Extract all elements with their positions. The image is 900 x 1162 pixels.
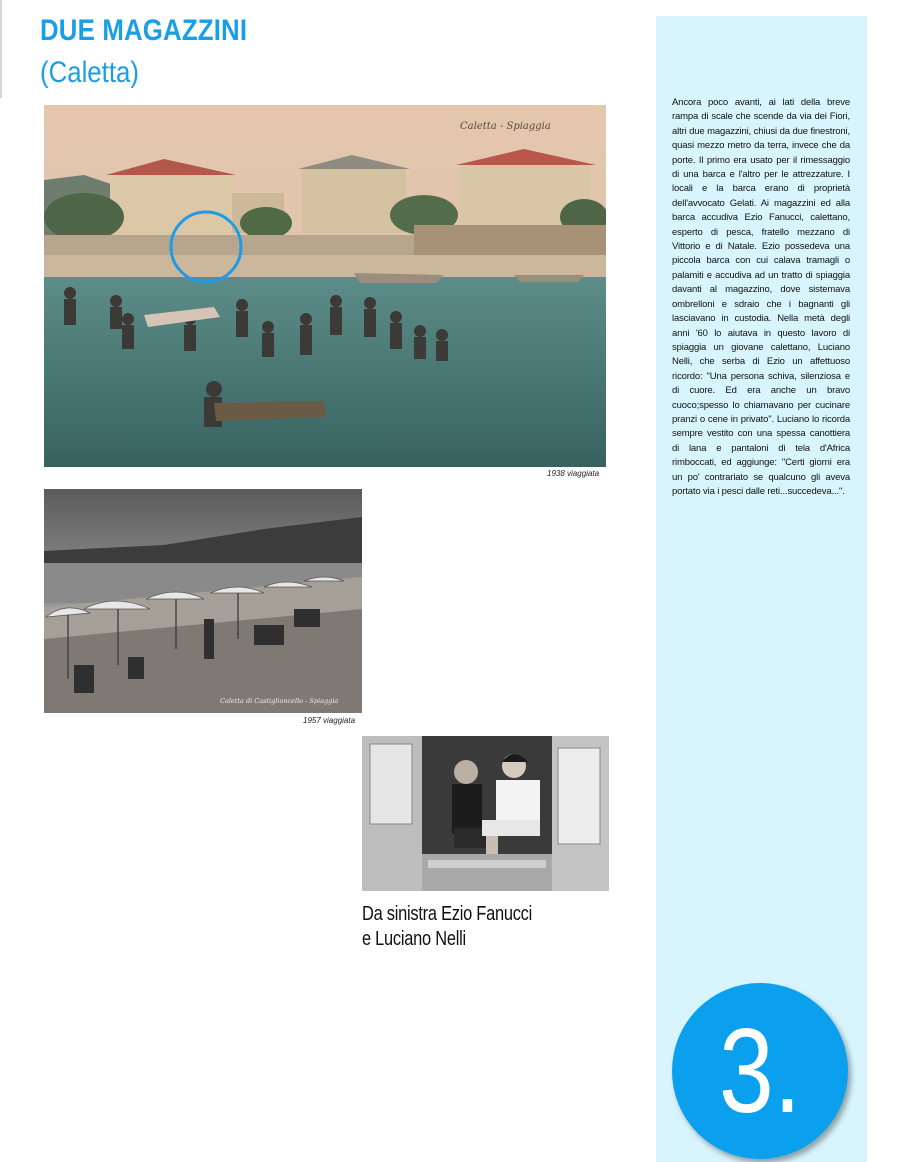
photo-1938-caption: 1938 viaggiata [547,469,600,478]
postcard-1957-beach [44,489,362,713]
postcard-1938-beach [44,105,606,467]
postcard-1957-illustration [44,489,362,713]
postcard-1957-imprint: Caletta di Castiglioncello - Spiaggia [220,697,339,705]
page-number-text: 3. [718,1004,802,1138]
left-edge-rule [0,0,2,98]
article-text: Ancora poco avanti, ai lati della breve rampa di scale che scende da via dei Fiori, altri due magazzini, chiusi da due finestroni, quasi mezzo metro da terra, invece che da porte. Il primo era usato per il rimessaggio di una barca e l'altro per le attrezzature. I locali e la barca erano di proprietà dell'avvocato Gelati. Ai magazzini ed alla barca accudiva Ezio Fanucci, calettano, esperto di pesca, fratello mezzano di Vittorio e di Natale. Ezio possedeva una piccola barca con cui calava tramagli o palamiti e accudiva ad un tratto di spiaggia davanti al magazzino, dove sistemava ombrelloni e sdraio che i bagnanti gli lasciavano in custodia. Nella metà degli anni '60 lo aiutava in questo lavoro di spiaggia un giovane calettano, Luciano Nelli, che serba di Ezio un affettuoso ricordo: "Una persona schiva, silenziosa e di cuore. Ed era anche un bravo cuoco;spesso lo chiamavano per cucinare pranzi o cene in privato". Luciano lo ricorda sempre vestito con una spessa canottiera di lana e pantaloni di tela d'Africa rimboccati, ed aggiunge: "Certi giorni era un po' contrariato se qualcuno gli aveva portato via i pesci dalle reti...succedeva...". [672,97,850,497]
portrait-caption-line-1: Da sinistra Ezio Fanucci [362,903,533,925]
portrait-illustration [362,736,609,891]
photo-1957-caption: 1957 viaggiata [303,716,356,725]
page-title: DUE MAGAZZINI [40,14,248,47]
postcard-1938-imprint: Caletta - Spiaggia [460,121,551,132]
photo-ezio-luciano [362,736,609,891]
page-number [672,983,848,1159]
portrait-caption [362,902,575,952]
postcard-1938-illustration [44,105,606,467]
portrait-caption-line-2: e Luciano Nelli [362,928,466,950]
page-subtitle: (Caletta) [40,56,139,89]
